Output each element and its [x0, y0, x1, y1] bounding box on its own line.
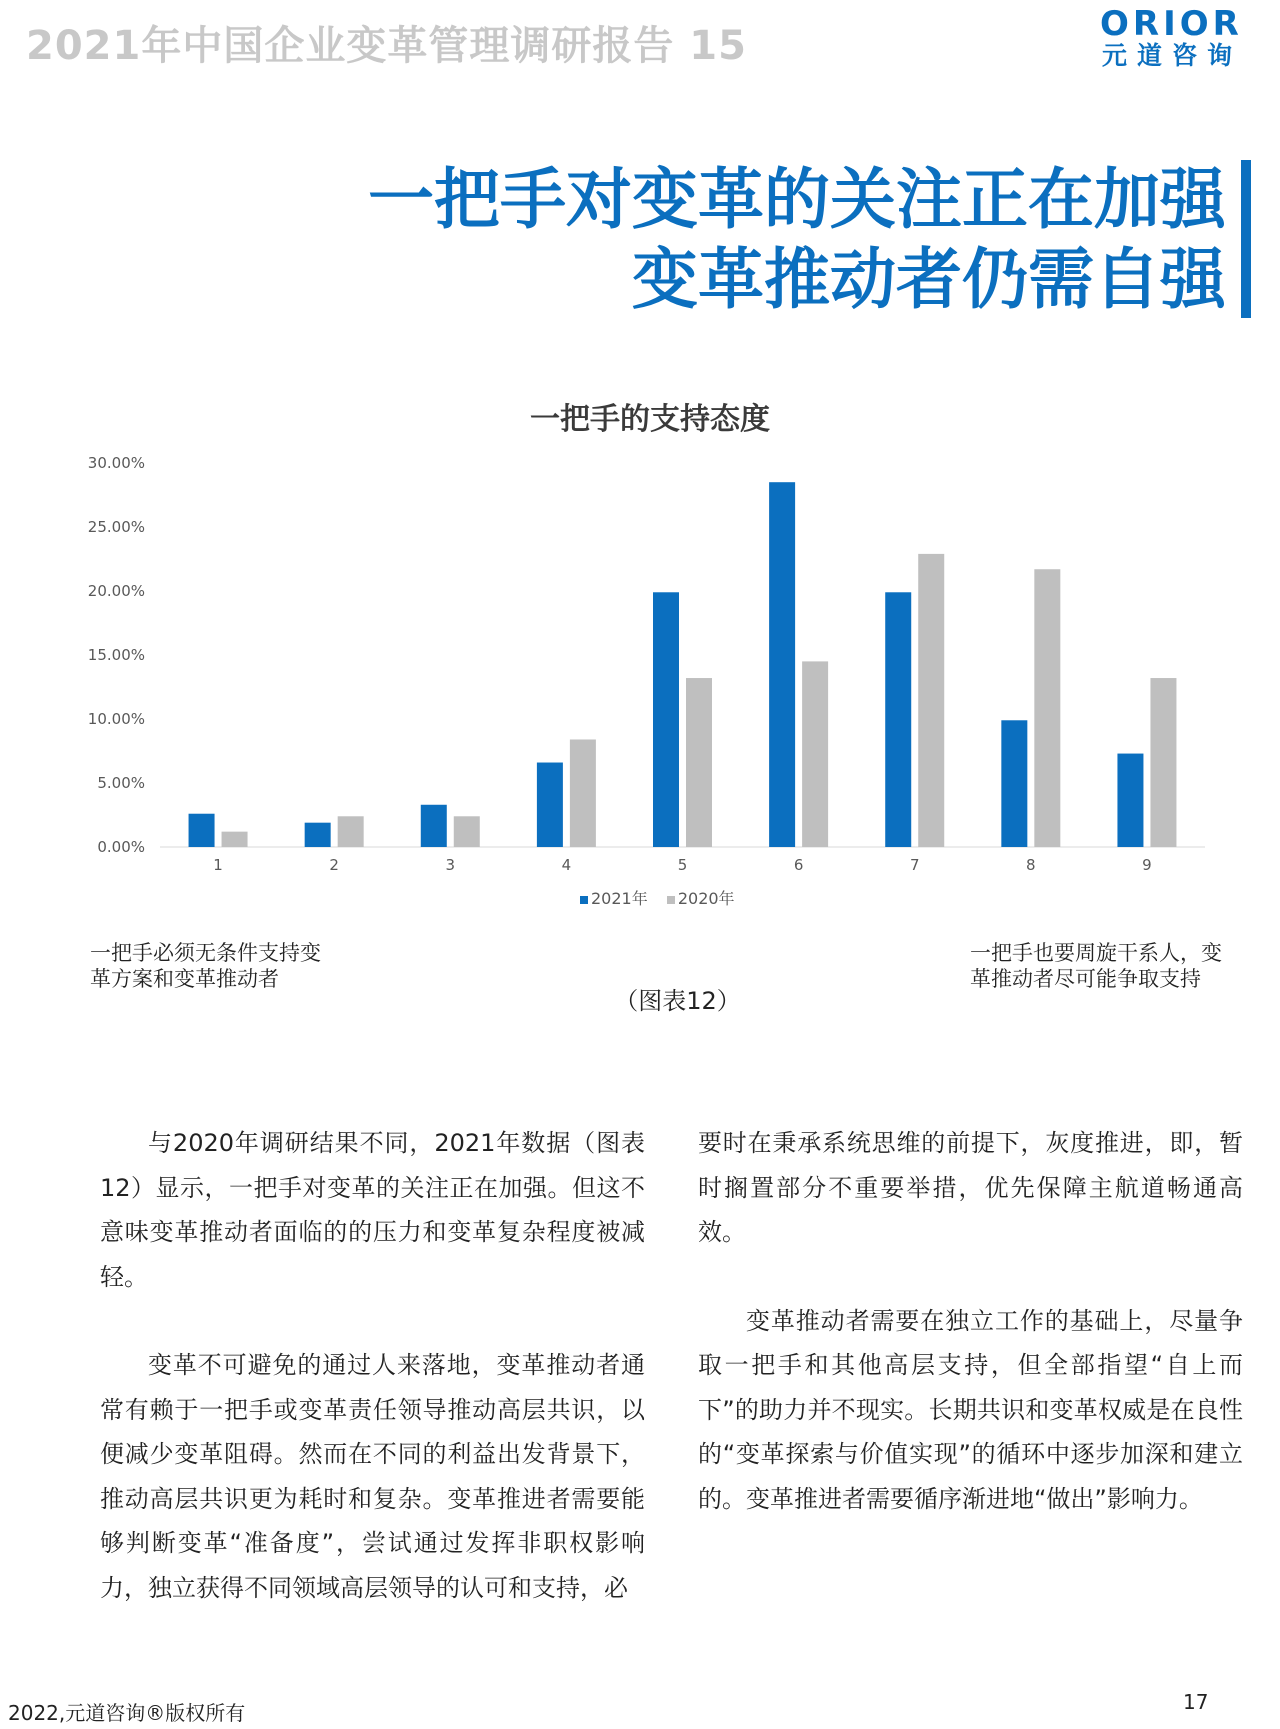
y-tick-label: 5.00%: [97, 774, 145, 792]
body-paragraph: 变革不可避免的通过人来落地，变革推动者通常有赖于一把手或变革责任领导推动高层共识，以便减少变革阻碍。然而在不同的利益出发背景下，推动高层共识更为耗时和复杂。变革推进者需要能够判断变革“准备度”，尝试通过发挥非职权影响力，独立获得不同领域高层领导的认可和支持，必: [100, 1351, 645, 1602]
body-paragraph: 要时在秉承系统思维的前提下，灰度推进，即，暂时搁置部分不重要举措，优先保障主航道畅通高效。: [698, 1129, 1243, 1246]
bar-chart: [0, 440, 1280, 880]
page-headline: [368, 160, 1226, 320]
x-tick-label: 2: [329, 856, 339, 874]
y-tick-label: 10.00%: [87, 710, 145, 728]
x-tick-label: 6: [793, 856, 804, 874]
x-tick-label: 5: [677, 856, 688, 874]
footer-copyright: 2022,元道咨询®版权所有: [8, 1701, 246, 1725]
company-logo: [1100, 4, 1272, 68]
bar-2021-9: [1117, 754, 1143, 847]
y-tick-label: 30.00%: [87, 454, 145, 472]
y-tick-label: 25.00%: [87, 518, 145, 536]
bar-2020-7: [918, 554, 944, 847]
chart-note-left: 一把手必须无条件支持变革方案和变革推动者: [90, 941, 321, 991]
headline-line-2: 变革推动者仍需自强: [632, 241, 1226, 318]
body-paragraph: 与2020年调研结果不同，2021年数据（图表12）显示，一把手对变革的关注正在加强。但这不意味变革推动者面临的的压力和变革复杂程度被减轻。: [100, 1129, 645, 1291]
x-tick-label: 7: [909, 856, 920, 874]
chart-title: 一把手的支持态度: [530, 402, 770, 437]
logo-chinese-name: 元道咨询: [1102, 41, 1243, 70]
x-tick-label: 3: [445, 856, 456, 874]
bar-2020-4: [570, 739, 596, 847]
x-tick-label: 4: [561, 856, 572, 874]
legend-item-2020: [667, 889, 735, 908]
bar-2020-6: [802, 661, 828, 847]
bar-2020-9: [1150, 678, 1176, 847]
legend-label-2020: 2020年: [677, 889, 735, 908]
bar-2020-5: [686, 678, 712, 847]
bar-2021-7: [885, 592, 911, 847]
legend-label-2021: 2021年: [591, 889, 648, 908]
page-number: 17: [1183, 1690, 1209, 1714]
y-tick-label: 20.00%: [87, 582, 145, 600]
bar-2021-2: [305, 823, 331, 847]
x-tick-label: 1: [213, 856, 223, 874]
bar-2020-3: [454, 816, 480, 847]
y-tick-label: 15.00%: [87, 646, 145, 664]
bar-2020-2: [338, 816, 364, 847]
chart-legend: [580, 886, 749, 909]
bar-2020-8: [1034, 569, 1060, 847]
bar-2021-6: [769, 482, 795, 847]
body-column-left: [100, 1121, 645, 1654]
x-tick-label: 9: [1142, 856, 1152, 874]
bar-2021-1: [189, 814, 215, 847]
bar-2021-3: [421, 805, 447, 847]
legend-swatch-2021: [580, 896, 588, 904]
bar-2020-1: [222, 832, 248, 847]
bar-2021-5: [653, 592, 679, 847]
figure-caption: （图表12）: [614, 987, 741, 1015]
body-column-right: [698, 1121, 1243, 1565]
bar-2021-8: [1001, 720, 1027, 847]
body-paragraph: 变革推动者需要在独立工作的基础上，尽量争取一把手和其他高层支持，但全部指望“自上而下”的助力并不现实。长期共识和变革权威是在良性的“变革探索与价值实现”的循环中逐步加深和建立的。变革推进者需要循序渐进地“做出”影响力。: [698, 1306, 1243, 1513]
x-tick-label: 8: [1026, 856, 1036, 874]
chart-note-right: 一把手也要周旋干系人，变革推动者尽可能争取支持: [970, 941, 1222, 991]
y-tick-label: 0.00%: [97, 838, 145, 856]
headline-line-1: 一把手对变革的关注正在加强: [368, 161, 1226, 238]
logo-wordmark: ORIOR: [1100, 4, 1243, 44]
headline-accent-bar: [1241, 160, 1251, 318]
legend-swatch-2020: [667, 896, 675, 904]
legend-item-2021: [580, 889, 653, 908]
report-title: 2021年中国企业变革管理调研报告 15: [26, 23, 747, 69]
bar-2021-4: [537, 763, 563, 847]
